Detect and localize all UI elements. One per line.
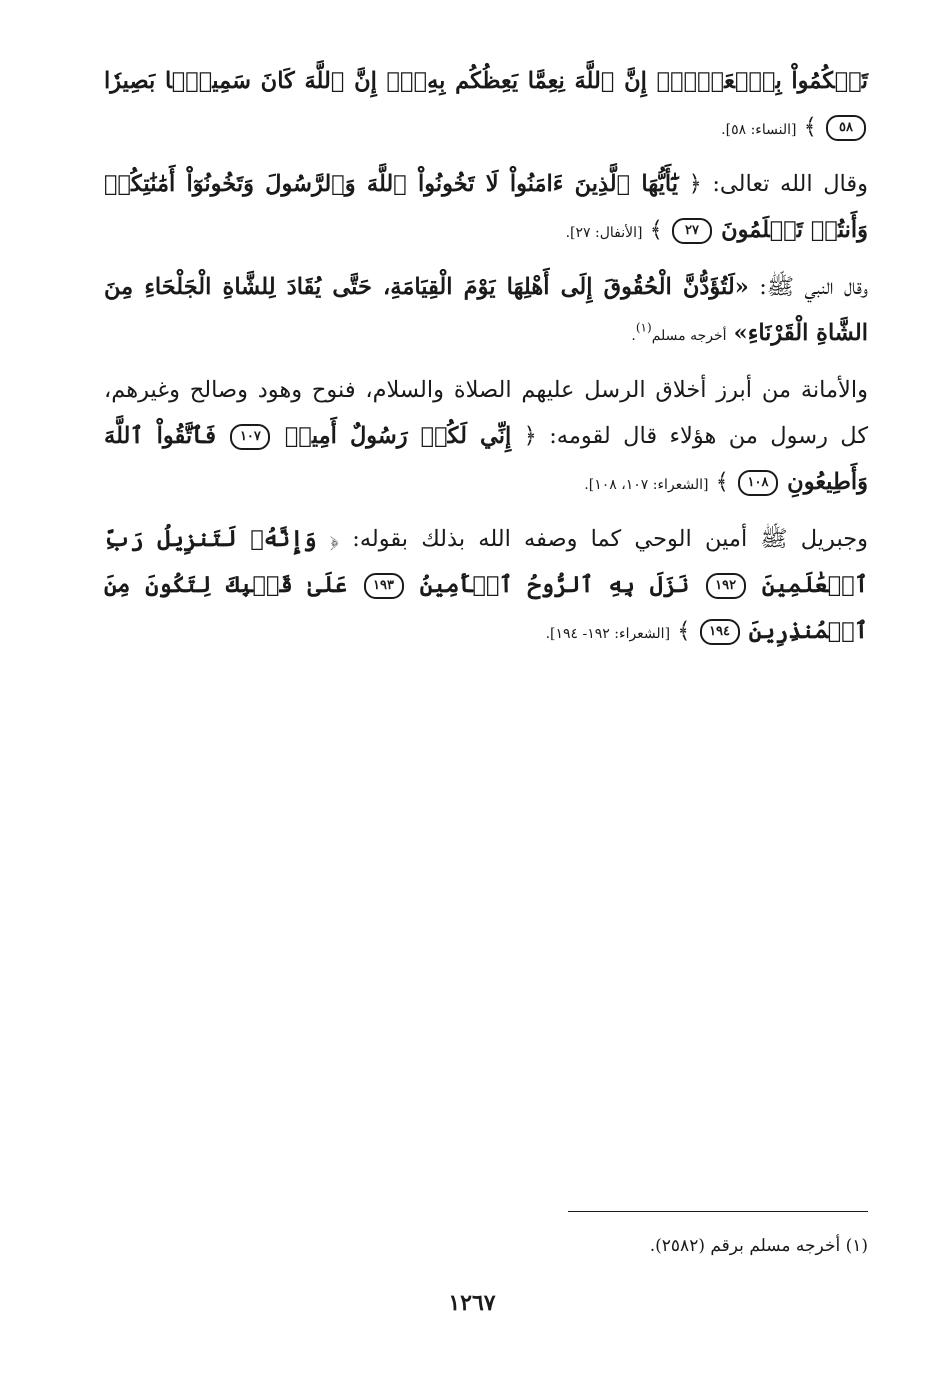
paragraph-3 — [104, 264, 868, 359]
ayah-number-marker: ١٩٤ — [700, 619, 740, 645]
quran-verse: فَٱتَّقُواْ ٱللَّهَ وَأَطِيعُونِ — [104, 423, 868, 495]
paragraph-2 — [104, 161, 868, 256]
ayah-number-marker: ٥٨ — [826, 115, 866, 141]
verse-close-bracket: ﴾ — [803, 114, 817, 140]
quran-verse: وَإِنَّهُۥ لَتَنزِيلُ رَبِّ ٱلۡعَٰلَمِينَ — [104, 526, 868, 598]
quran-verse: إِنِّي لَكُمۡ رَسُولٌ أَمِينٞ — [284, 423, 512, 449]
verse-open-bracket: ﴿ — [688, 171, 702, 197]
verse-open-bracket: ﴿ — [329, 526, 340, 552]
ayah-number-marker: ١٠٨ — [738, 470, 778, 496]
quran-verse: عَلَىٰ قَلۡبِكَ لِتَكُونَ مِنَ ٱلۡمُنذِرِينَ — [104, 572, 868, 644]
quran-verse: يَٰٓأَيُّهَا ٱلَّذِينَ ءَامَنُواْ لَا تَخُونُواْ ٱللَّهَ وَٱلرَّسُولَ وَتَخُونُوٓاْ أَمَٰنَٰتِكُمۡ وَأَنتُمۡ تَعۡلَمُونَ — [104, 171, 868, 243]
ayah-number-marker: ١٩٣ — [364, 573, 404, 599]
paragraph-1 — [104, 58, 868, 153]
surah-citation: [النساء: ٥٨]. — [721, 122, 797, 138]
verse-close-bracket: ﴾ — [649, 217, 663, 243]
hadith-text: «لَتُؤَدُّنَّ الْحُقُوقَ إِلَى أَهْلِهَا يَوْمَ الْقِيَامَةِ، حَتَّى يُقَادَ لِلشَّاةِ الْجَلْحَاءِ مِنَ الشَّاةِ الْقَرْنَاءِ» — [104, 274, 868, 346]
surah-citation: [الشعراء: ١٩٢- ١٩٤]. — [545, 626, 671, 642]
intro-text: وقال النبي ﷺ: — [759, 274, 868, 300]
verse-open-bracket: ﴿ — [523, 423, 537, 449]
ayah-number-marker: ٢٧ — [672, 218, 712, 244]
surah-citation: [الشعراء: ١٠٧، ١٠٨]. — [584, 477, 709, 493]
ayah-number-marker: ١٩٢ — [706, 573, 746, 599]
sentence-end: . — [631, 328, 636, 344]
ayah-number-marker: ١٠٧ — [230, 424, 270, 450]
body-text: وجبريل ﷺ أمين الوحي كما وصفه الله بذلك بقوله: — [352, 526, 869, 552]
quran-verse: نَزَلَ بِهِ ٱلرُّوحُ ٱلۡأَمِينُ — [419, 572, 690, 598]
main-text — [104, 58, 868, 665]
footnote: (١) أخرجه مسلم برقم (٢٥٨٢). — [649, 1236, 868, 1256]
intro-text: وقال الله تعالى: — [712, 171, 869, 197]
paragraph-4 — [104, 367, 868, 508]
verse-close-bracket: ﴾ — [677, 618, 691, 644]
hadith-source: أخرجه مسلم — [651, 328, 727, 344]
paragraph-5 — [104, 516, 868, 657]
body-text: والأمانة من أبرز أخلاق الرسل عليهم الصلاة والسلام، فنوح وهود وصالح وغيرهم، كل رسول من هؤلاء قال لقومه: — [104, 377, 869, 449]
quran-verse: تَحۡكُمُواْ بِٱلۡعَدۡلِۚ إِنَّ ٱللَّهَ نِعِمَّا يَعِظُكُم بِهِۦٓۗ إِنَّ ٱللَّهَ كَانَ سَمِيعَۢا بَصِيرٗا — [104, 68, 868, 94]
footnote-divider — [568, 1211, 868, 1212]
surah-citation: [الأنفال: ٢٧]. — [565, 225, 643, 241]
page-number: ١٢٦٧ — [448, 1290, 496, 1316]
footnote-marker: (١) — [635, 320, 652, 335]
verse-close-bracket: ﴾ — [715, 469, 729, 495]
